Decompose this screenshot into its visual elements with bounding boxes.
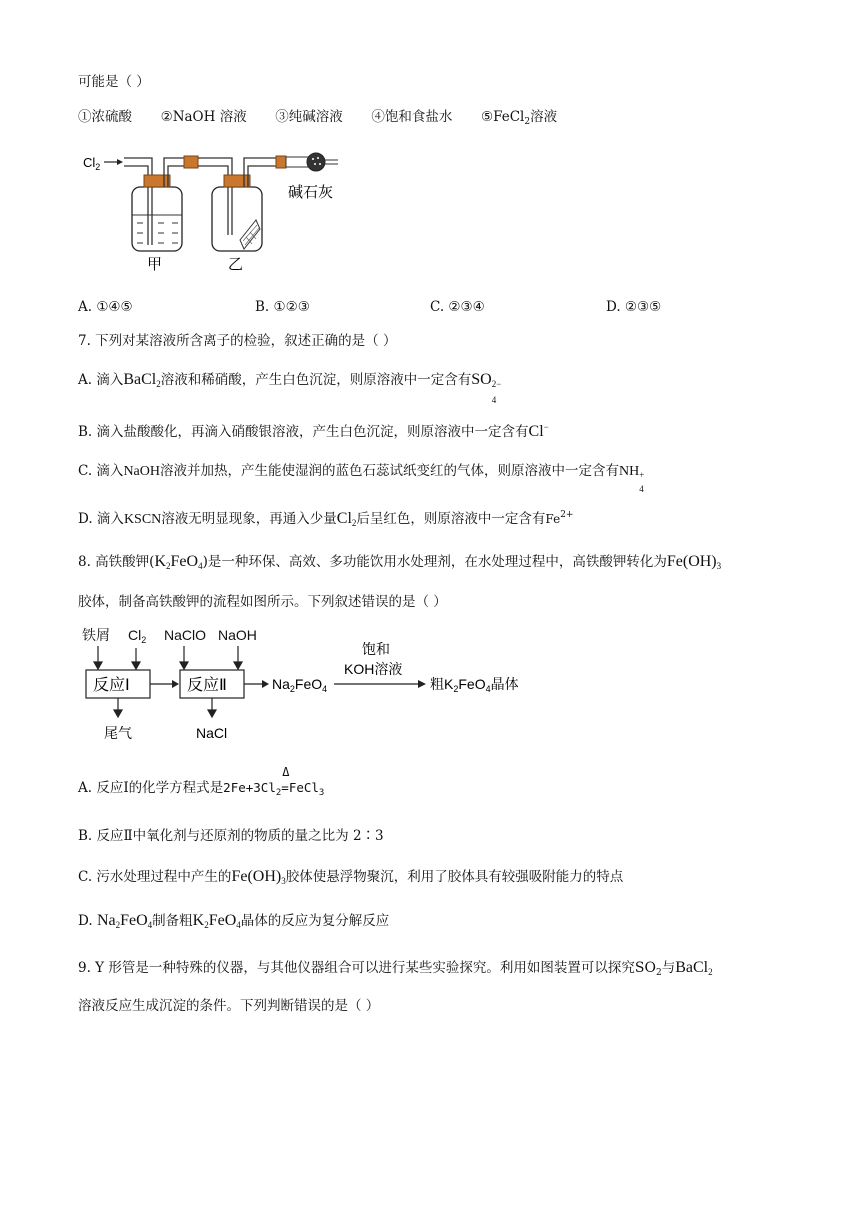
q6-option-b: B. ①②③ <box>255 299 310 315</box>
flow-output-tailgas: 尾气 <box>104 725 132 741</box>
q8-option-c: C. 污水处理过程中产生的$Fe(OH)_3$胶体使悬浮物聚沉，利用了胶体具有较强吸附能力的特点 <box>78 868 624 886</box>
flow-arrow-label-1: 饱和 <box>362 641 390 657</box>
q8-stem-line1: 8. 高铁酸钾$(K_2FeO_4)$是一种环保、高效、多功能饮用水处理剂，在水处理过程中，高铁酸钾转化为$Fe(OH)_3$ <box>78 553 722 571</box>
soda-lime-bulb <box>307 153 325 171</box>
q6-choice-3: ③纯碱溶液 <box>275 109 343 125</box>
q9-stem-line1: 9. Y 形管是一种特殊的仪器，与其他仪器组合可以进行某些实验探究。利用如图装置可以探究$SO_2$与BaCl$_2$ <box>78 959 713 978</box>
q8-stem-line2: 胶体，制备高铁酸钾的流程如图所示。下列叙述错误的是（ ） <box>78 594 447 610</box>
q8-option-d: D. $Na_2FeO_4$制备粗$K_2FeO_4$晶体的反应为复分解反应 <box>78 912 390 930</box>
cl2-label: $Cl_2$ <box>83 155 101 172</box>
q8-option-a: A. 反应Ⅰ的化学方程式是$2Fe+3Cl_2$ Δ =FeCl$_3$ <box>78 765 325 798</box>
flow-input-iron: 铁屑 <box>82 627 110 643</box>
q7-option-c: C. 滴入NaOH溶液并加热，产生能使湿润的蓝色石蕊试纸变红的气体，则原溶液中一定含有NH + 4 <box>78 463 645 494</box>
q7-option-a: A. 滴入BaCl$_2$溶液和稀硝酸，产生白色沉淀，则原溶液中一定含有SO 2− 4 <box>78 371 502 405</box>
flow-arrow-label-2: KOH溶液 <box>344 661 403 677</box>
soda-lime-label: 碱石灰 <box>288 184 334 201</box>
q6-apparatus-figure <box>80 145 350 273</box>
flow-final-product: 粗$K_2FeO_4$晶体 <box>430 676 519 694</box>
q6-choice-1: ①浓硫酸 <box>78 109 132 125</box>
q6-choice-2: ②NaOH 溶液 <box>160 109 247 125</box>
q7-option-d: D. 滴入KSCN溶液无明显现象，再通入少量$Cl_2$后呈红色，则原溶液中一定含有$Fe^{2+}$ <box>78 510 574 528</box>
bottle-jia-label: 甲 <box>147 256 163 273</box>
flow-product-na2feo4: $Na_2FeO_4$ <box>272 676 328 694</box>
q7-option-b: B. 滴入盐酸酸化，再滴入硝酸银溶液，产生白色沉淀，则原溶液中一定含有Cl− <box>78 422 549 440</box>
bottle-jia <box>132 187 182 251</box>
q6-choice-5: ⑤FeCl$_2$溶液 <box>480 109 558 127</box>
q9-stem-line2: 溶液反应生成沉淀的条件。下列判断错误的是（ ） <box>78 998 380 1014</box>
flow-output-nacl: NaCl <box>196 725 228 741</box>
q6-stem-tail: 可能是（ ） <box>78 74 150 90</box>
flow-input-naoh: NaOH <box>218 627 257 643</box>
q6-option-d: D. ②③⑤ <box>606 299 662 315</box>
svg-text:反应Ⅰ: 反应Ⅰ <box>93 677 130 694</box>
svg-text:反应Ⅱ: 反应Ⅱ <box>187 677 227 694</box>
q6-option-c: C. ②③④ <box>430 299 485 315</box>
q8-option-b: B. 反应Ⅱ中氧化剂与还原剂的物质的量之比为 2∶3 <box>78 828 384 844</box>
q8-flow-diagram <box>78 624 538 746</box>
q7-stem: 7. 下列对某溶液所含离子的检验，叙述正确的是（ ） <box>78 333 397 349</box>
q6-choice-4: ④饱和食盐水 <box>371 109 453 125</box>
bottle-yi-label: 乙 <box>228 256 244 273</box>
flow-input-cl2: $Cl_2$ <box>128 627 147 645</box>
flow-input-naclo: NaClO <box>164 627 207 643</box>
q6-option-a: A. ①④⑤ <box>78 299 133 315</box>
bottle-yi <box>212 187 262 251</box>
q6-choices <box>78 107 557 132</box>
